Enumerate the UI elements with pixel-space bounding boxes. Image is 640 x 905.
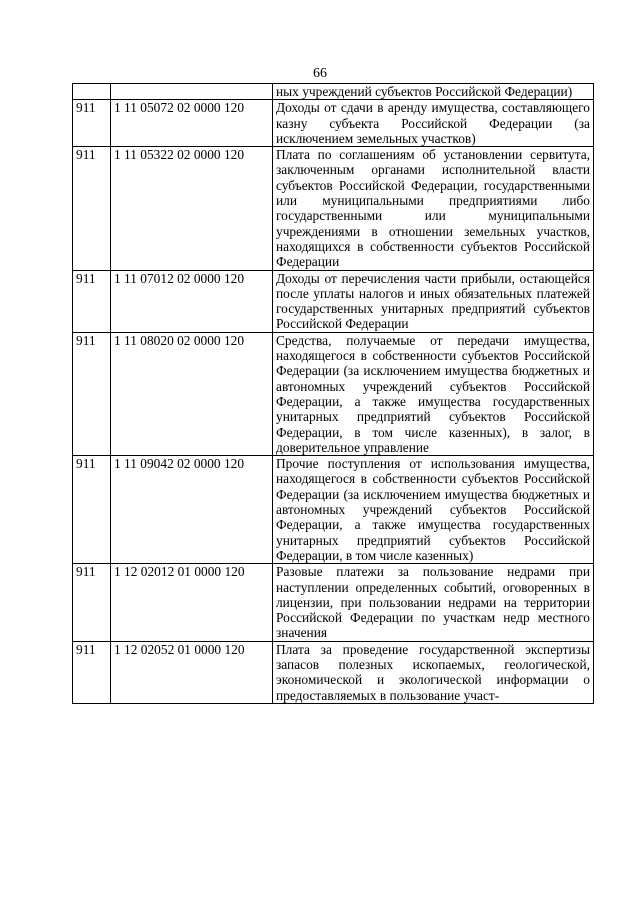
admin-code-cell: 911 <box>73 641 111 703</box>
table-row <box>73 564 594 641</box>
budget-revenue-table <box>72 83 594 704</box>
admin-code-cell: 911 <box>73 270 111 332</box>
description-cell: Прочие поступления от использования имущества, находящегося в собственности субъектов Российской Федерации (за исключением имущества бюджетных и автономных учреждений субъектов Российской Федерации, а также имущества государственных унитарных предприятий субъектов Российской Федерации, в том числе казенных) <box>273 456 594 564</box>
admin-code-cell: 911 <box>73 332 111 455</box>
revenue-code-cell: 1 11 08020 02 0000 120 <box>111 332 273 455</box>
admin-code-cell: 911 <box>73 147 111 270</box>
table-row <box>73 332 594 455</box>
revenue-code-cell: 1 11 07012 02 0000 120 <box>111 270 273 332</box>
table-row <box>73 456 594 564</box>
admin-code-cell: 911 <box>73 100 111 147</box>
admin-code-cell: 911 <box>73 456 111 564</box>
revenue-code-cell: 1 11 05072 02 0000 120 <box>111 100 273 147</box>
table-row <box>73 84 594 100</box>
description-cell: Разовые платежи за пользование недрами при наступлении определенных событий, оговоренных в лицензии, при пользовании недрами на территории Российской Федерации по участкам недр местного значения <box>273 564 594 641</box>
description-cell: Доходы от сдачи в аренду имущества, составляющего казну субъекта Российской Федерации (за исключением земельных участков) <box>273 100 594 147</box>
table-row <box>73 270 594 332</box>
table-row <box>73 100 594 147</box>
admin-code-cell <box>73 84 111 100</box>
description-cell: Плата за проведение государственной экспертизы запасов полезных ископаемых, геологической, экономической и экологической информации о предоставляемых в пользование участ- <box>273 641 594 703</box>
revenue-code-cell: 1 11 05322 02 0000 120 <box>111 147 273 270</box>
description-cell: Средства, получаемые от передачи имущества, находящегося в собственности субъектов Российской Федерации (за исключением имущества бюджетных и автономных учреждений субъектов Российской Федерации, а также имущества государственных унитарных предприятий субъектов Российской Федерации, в том числе казенных), в залог, в доверительное управление <box>273 332 594 455</box>
description-cell: ных учреждений субъектов Российской Федерации) <box>273 84 594 100</box>
description-cell: Плата по соглашениям об установлении сервитута, заключенным органами исполнительной власти субъектов Российской Федерации, государственными или муниципальными предприятиями либо государственными или муниципальными учреждениями в отношении земельных участков, находящихся в собственности субъектов Российской Федерации <box>273 147 594 270</box>
description-cell: Доходы от перечисления части прибыли, остающейся после уплаты налогов и иных обязательных платежей государственных унитарных предприятий субъектов Российской Федерации <box>273 270 594 332</box>
revenue-code-cell <box>111 84 273 100</box>
revenue-code-cell: 1 12 02012 01 0000 120 <box>111 564 273 641</box>
table-row <box>73 147 594 270</box>
revenue-code-cell: 1 12 02052 01 0000 120 <box>111 641 273 703</box>
revenue-code-cell: 1 11 09042 02 0000 120 <box>111 456 273 564</box>
page-number: 66 <box>313 66 327 81</box>
admin-code-cell: 911 <box>73 564 111 641</box>
table-row <box>73 641 594 703</box>
